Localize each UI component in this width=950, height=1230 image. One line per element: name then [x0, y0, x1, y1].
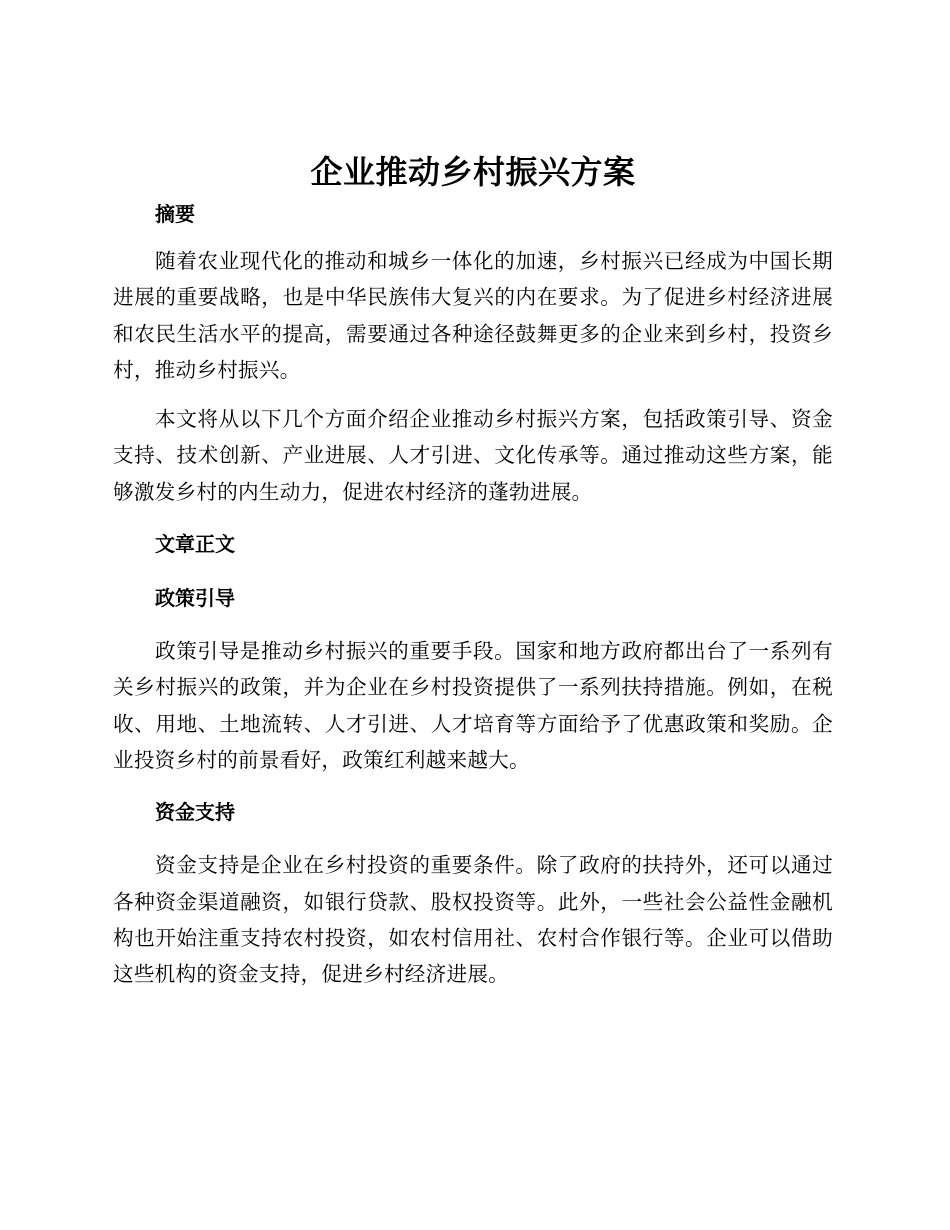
document-page — [113, 148, 833, 992]
section-heading-funding: 资金支持 — [155, 800, 235, 825]
abstract-paragraph: 随着农业现代化的推动和城乡一体化的加速，乡村振兴已经成为中国长期进展的重要战略，也是中华民族伟大复兴的内在要求。为了促进乡村经济进展和农民生活水平的提高，需要通过各种途径鼓舞更多的企业来到乡村，投资乡村，推动乡村振兴。 — [113, 249, 833, 382]
abstract-heading: 摘要 — [155, 202, 195, 226]
document-title: 企业推动乡村振兴方案 — [310, 153, 636, 191]
section-paragraph-funding: 资金支持是企业在乡村投资的重要条件。除了政府的扶持外，还可以通过各种资金渠道融资，如银行贷款、股权投资等。此外，一些社会公益性金融机构也开始注重支持农村投资，如农村信用社、农村合作银行等。企业可以借助这些机构的资金支持，促进乡村经济进展。 — [113, 853, 833, 987]
abstract-paragraph: 本文将从以下几个方面介绍企业推动乡村振兴方案，包括政策引导、资金支持、技术创新、产业进展、人才引进、文化传承等。通过推动这些方案，能够激发乡村的内生动力，促进农村经济的蓬勃进展。 — [113, 407, 833, 504]
body-heading: 文章正文 — [155, 532, 235, 557]
section-paragraph-policy: 政策引导是推动乡村振兴的重要手段。国家和地方政府都出台了一系列有关乡村振兴的政策，并为企业在乡村投资提供了一系列扶持措施。例如，在税收、用地、土地流转、人才引进、人才培育等方面给予了优惠政策和奖励。企业投资乡村的前景看好，政策红利越来越大。 — [113, 639, 833, 772]
section-heading-policy: 政策引导 — [155, 586, 235, 611]
